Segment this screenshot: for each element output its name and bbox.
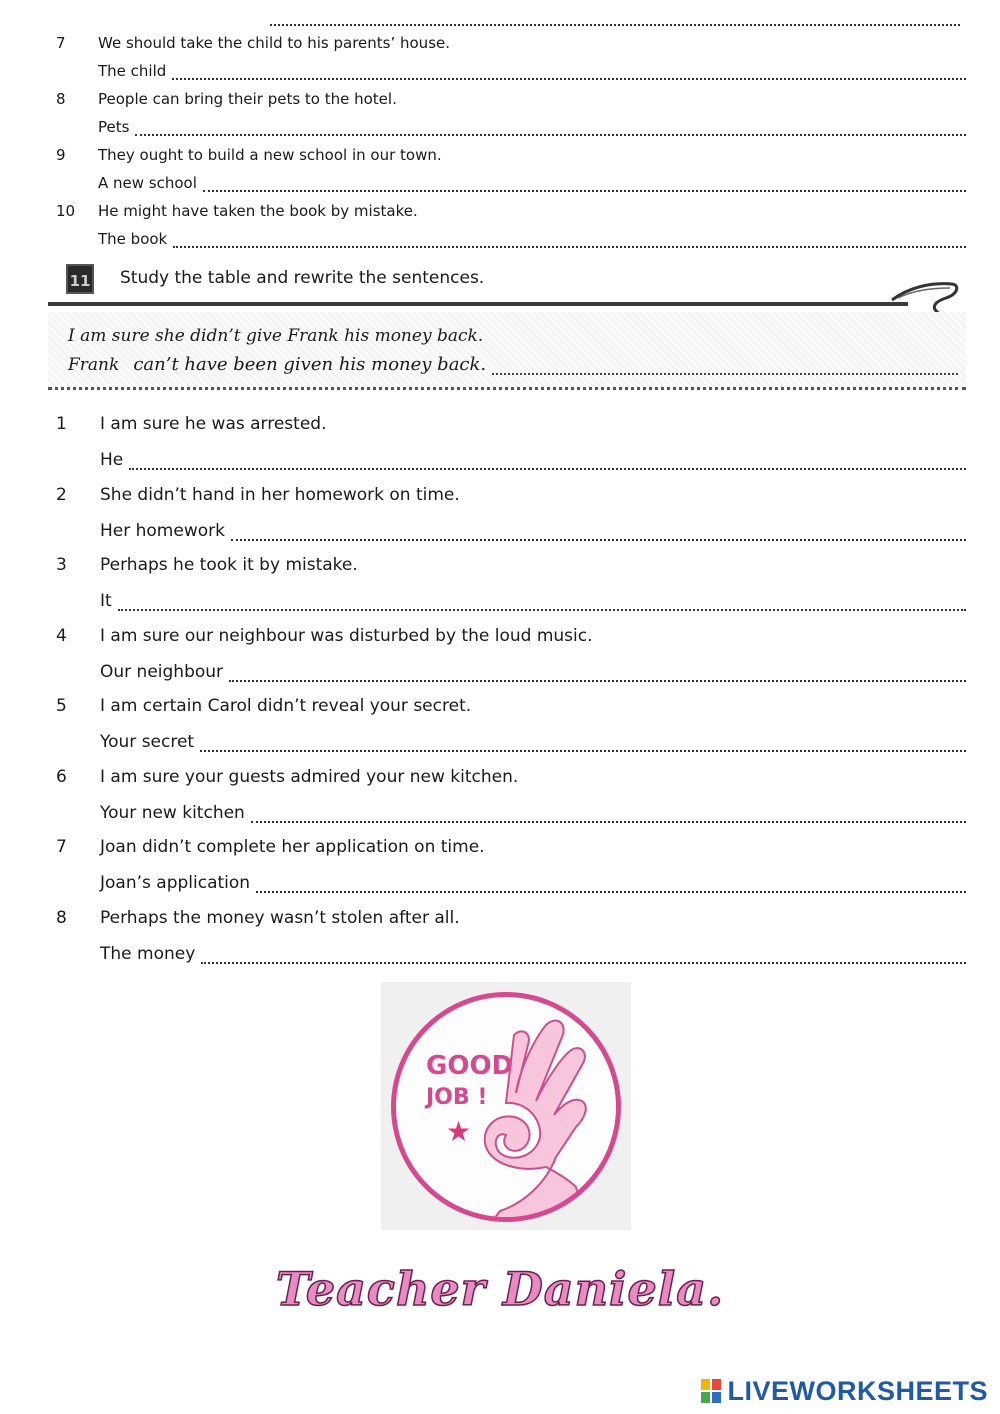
answer-row: [100, 873, 966, 893]
exercise-item: [56, 831, 966, 902]
item-question: She didn’t hand in her homework on time.: [100, 484, 460, 505]
item-question: Joan didn’t complete her application on time.: [100, 837, 485, 857]
header-rule: [48, 302, 908, 306]
item-number: 2: [56, 484, 67, 505]
answer-row: [100, 450, 966, 470]
answer-start: Your secret: [100, 732, 195, 752]
item-question: Perhaps the money wasn’t stolen after all.: [100, 907, 460, 928]
answer-input[interactable]: [118, 599, 966, 611]
item-question: People can bring their pets to the hotel.: [98, 90, 397, 108]
answer-input[interactable]: [135, 124, 966, 136]
answer-start: Pets: [98, 118, 130, 136]
answer-start: Her homework: [100, 520, 225, 541]
answer-input[interactable]: [129, 458, 966, 470]
item-number: 8: [56, 907, 67, 928]
teacher-signature: Teacher Daniela.: [275, 1262, 725, 1316]
answer-input[interactable]: [200, 740, 966, 752]
answer-start: Your new kitchen: [100, 802, 245, 823]
item-number: 7: [56, 34, 66, 52]
example-sentence: I am sure she didn’t give Frank his money back.: [68, 326, 484, 346]
exercise-item: [56, 902, 966, 973]
exercise-item: [56, 408, 966, 479]
item-number: 6: [56, 766, 67, 787]
badge-circle: [391, 992, 621, 1222]
badge-job-text: JOB !: [426, 1085, 488, 1110]
answer-input[interactable]: [201, 952, 966, 964]
exercise-item: [56, 30, 966, 86]
answer-row: [98, 118, 966, 136]
example-answer: can’t have been given his money back.: [133, 354, 487, 375]
exercise-item: [56, 198, 966, 254]
item-question: He might have taken the book by mistake.: [98, 202, 418, 220]
answer-input[interactable]: [203, 180, 966, 192]
exercise-item: [56, 761, 966, 832]
item-number: 4: [56, 625, 67, 646]
exercise-item: [56, 479, 966, 550]
exercise-number: 11: [66, 264, 94, 294]
item-question: Perhaps he took it by mistake.: [100, 555, 358, 575]
exercise-items: [56, 408, 966, 972]
answer-start: The child: [98, 62, 167, 80]
item-number: 5: [56, 696, 67, 716]
star-icon: ★: [446, 1115, 472, 1148]
item-number: 7: [56, 837, 67, 857]
exercise-item: [56, 549, 966, 620]
answer-input[interactable]: [256, 881, 966, 893]
answer-start: The money: [100, 943, 196, 964]
answer-row: [100, 803, 966, 823]
answer-row: [98, 230, 966, 248]
exercise-item: [56, 620, 966, 691]
brand-name: LIVEWORKSHEETS: [727, 1376, 988, 1406]
exercise-item: [56, 86, 966, 142]
exercise-instruction: Study the table and rewrite the sentences.: [120, 268, 485, 288]
answer-start: Joan’s application: [100, 873, 251, 893]
answer-row: [100, 591, 966, 611]
item-question: I am sure he was arrested.: [100, 414, 327, 434]
exercise-header: [48, 258, 966, 306]
answer-row: [98, 174, 966, 192]
item-question: I am sure your guests admired your new kitchen.: [100, 766, 519, 787]
answer-row: [100, 662, 966, 682]
answer-input[interactable]: [173, 236, 966, 248]
item-number: 8: [56, 90, 66, 108]
answer-row: [100, 732, 966, 752]
answer-row: [100, 944, 966, 964]
example-box: [48, 312, 966, 390]
answer-row: [100, 521, 966, 541]
example-start: Frank: [68, 355, 120, 375]
answer-input[interactable]: [231, 529, 966, 541]
item-number: 9: [56, 146, 66, 164]
brand-icon: [701, 1379, 723, 1405]
answer-start: The book: [98, 230, 168, 248]
good-job-badge: [381, 982, 631, 1230]
answer-start: He: [100, 450, 124, 470]
item-question: I am sure our neighbour was disturbed by the loud music.: [100, 625, 593, 646]
answer-start: Our neighbour: [100, 661, 224, 682]
item-question: We should take the child to his parents’ house.: [98, 34, 451, 52]
example-line: [492, 363, 958, 375]
answer-row: [98, 62, 966, 80]
badge-good-text: GOOD: [426, 1051, 514, 1081]
answer-input[interactable]: [229, 670, 966, 682]
previous-exercise: [56, 30, 966, 254]
item-number: 10: [56, 202, 76, 220]
exercise-item: [56, 142, 966, 198]
example-answer-row: [68, 354, 958, 375]
previous-answer-line[interactable]: [270, 14, 960, 26]
exercise-item: [56, 690, 966, 761]
answer-start: A new school: [98, 174, 197, 192]
item-number: 3: [56, 555, 67, 575]
item-number: 1: [56, 414, 67, 434]
answer-input[interactable]: [172, 68, 966, 80]
item-question: I am certain Carol didn’t reveal your secret.: [100, 696, 472, 716]
liveworksheets-logo: [701, 1376, 988, 1407]
answer-start: It: [100, 591, 112, 611]
item-question: They ought to build a new school in our town.: [98, 146, 442, 164]
answer-input[interactable]: [251, 811, 966, 823]
